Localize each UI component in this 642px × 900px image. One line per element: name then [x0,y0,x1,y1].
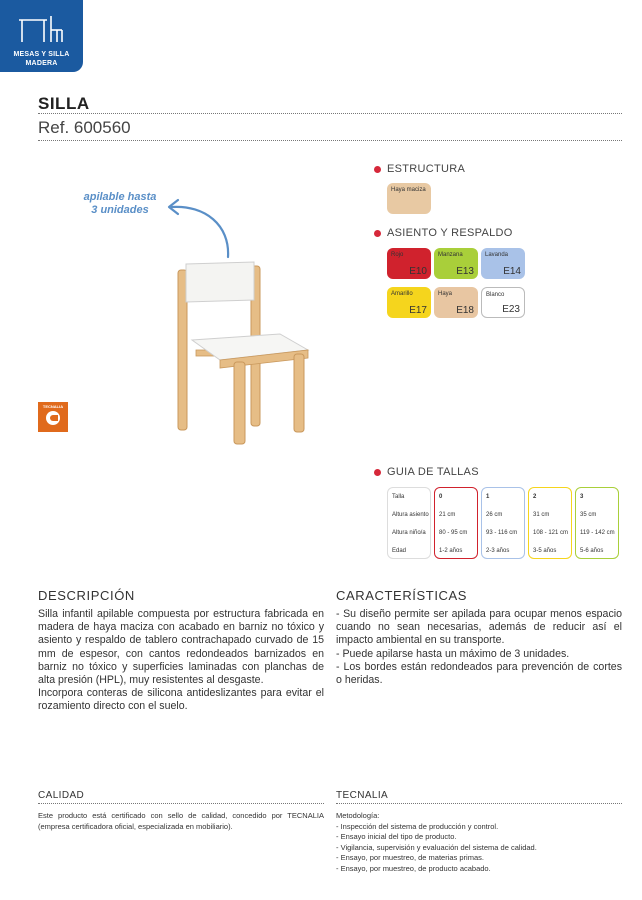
product-reference: Ref. 600560 [38,118,131,137]
caracteristicas-item-1: - Su diseño permite ser apilada para ocupar menos espacio cuando no sean necesarias, además de reducir así el impacto ambiental en su transporte. [336,608,622,647]
estructura-heading [374,163,465,175]
calidad-divider [38,803,324,804]
estructura-heading-text: ESTRUCTURA [387,163,466,175]
calidad-text: Este producto está certificado con sello de calidad, concedido por TECNALIA (empresa certificadora oficial, especializada en mobiliario). [38,811,324,831]
tecnalia-divider [336,803,622,804]
size-cell-talla: 2 [533,494,537,500]
tecnalia-item: - Ensayo, por muestreo, de producto acabado. [336,863,491,873]
swatch-code: E10 [409,266,427,277]
bullet-icon [374,469,381,476]
table-chair-icon [17,12,65,44]
swatch-name: Lavanda [485,252,509,258]
swatch-code: E18 [456,305,474,316]
size-column [528,487,572,559]
size-column [481,487,525,559]
swatch-code: E23 [502,304,520,315]
size-column [575,487,619,559]
caracteristicas-item-3: - Los bordes están redondeados para prevención de cortes o heridas. [336,660,622,687]
product-title: SILLA [38,94,90,113]
tallas-heading [374,466,479,478]
swatch-name: Blanco [486,292,505,298]
size-cell-edad: 1-2 años [439,548,463,554]
calidad-heading: CALIDAD [38,790,85,801]
tecnalia-logo [38,402,68,444]
caracteristicas-body [336,608,622,687]
tecnalia-text [336,811,622,874]
size-cell-altura: 80 - 95 cm [439,530,468,536]
swatch-name: Amarillo [391,291,413,297]
stack-note-line1: apilable hasta [83,191,157,203]
size-cell-edad: 2-3 años [486,548,510,554]
size-cell-talla: 0 [439,494,443,500]
color-swatch [387,287,431,318]
color-swatch [434,248,478,279]
size-cell-talla: 3 [580,494,584,500]
badge-label-1: MESAS Y SILLA [13,51,70,58]
curved-arrow-icon [160,195,240,265]
descripcion-paragraph-1: Silla infantil apilable compuesta por estructura fabricada en madera de haya maciza con acabado en barniz no tóxico y asiento y respaldo de tablero contrachapado curvado de 15 mm de espesor, con cantos redondeados barnizados en barniz no tóxico y superficies laminadas con planchas de alta presión (HPL), muy resistentes al desgaste. [38,608,324,687]
size-cell-edad: 3-5 años [533,548,557,554]
stack-note-line2: 3 unidades [91,204,149,216]
tecnalia-intro: Metodología: [336,811,380,820]
bullet-icon [374,230,381,237]
caracteristicas-heading: CARACTERÍSTICAS [336,588,468,603]
asiento-heading-text: ASIENTO Y RESPALDO [387,227,513,239]
label-edad: Edad [392,548,407,554]
swatch-name: Haya [438,291,453,297]
size-cell-edad: 5-6 años [580,548,604,554]
swatch-code: E14 [503,266,521,277]
swatch-haya-maciza [387,183,431,214]
swatch-code: E13 [456,266,474,277]
swatch-code: E17 [409,305,427,316]
tecnalia-item: - Inspección del sistema de producción y control. [336,821,499,831]
swatch-name: Rojo [391,252,404,258]
asiento-heading [374,227,513,239]
descripcion-heading: DESCRIPCIÓN [38,588,135,603]
color-swatch [481,287,525,318]
descripcion-paragraph-2: Incorpora conteras de silicona antideslizantes para evitar el rozamiento directo con el suelo. [38,687,324,713]
chair-illustration [168,258,318,448]
size-cell-asiento: 35 cm [580,512,597,518]
tallas-heading-text: GUIA DE TALLAS [387,466,479,478]
descripcion-body [38,608,324,714]
tecnalia-item: - Ensayo, por muestreo, de materias primas. [336,853,484,862]
color-swatch [481,248,525,279]
size-cell-asiento: 21 cm [439,512,456,518]
stack-note [70,191,170,217]
color-swatch [434,287,478,318]
size-cell-altura: 93 - 116 cm [486,530,518,536]
tecnalia-heading: TECNALIA [336,790,389,801]
size-column [434,487,478,559]
size-cell-altura: 119 - 142 cm [580,530,615,536]
color-swatch [387,248,431,279]
swatch-name: Manzana [438,252,463,258]
tecnalia-logo-name: TECNALIA [42,404,64,409]
caracteristicas-item-2: - Puede apilarse hasta un máximo de 3 unidades. [336,647,570,660]
size-cell-asiento: 31 cm [533,512,550,518]
swatch-name: Haya maciza [391,187,426,193]
tecnalia-item: - Ensayo inicial del tipo de producto. [336,832,457,841]
tecnalia-item: - Vigilancia, supervisión y evaluación del sistema de calidad. [336,842,537,852]
title-divider [38,113,622,114]
size-cell-altura: 108 - 121 cm [533,530,569,536]
label-altura-nino: Altura niño/a [392,530,426,536]
category-badge [0,0,83,72]
size-cell-asiento: 26 cm [486,512,503,518]
ref-divider [38,140,622,141]
label-talla: Talla [392,494,405,500]
bullet-icon [374,166,381,173]
size-cell-talla: 1 [486,494,490,500]
label-altura-asiento: Altura asiento [392,512,429,518]
size-labels-column [387,487,431,559]
badge-label-2: MADERA [25,60,58,67]
